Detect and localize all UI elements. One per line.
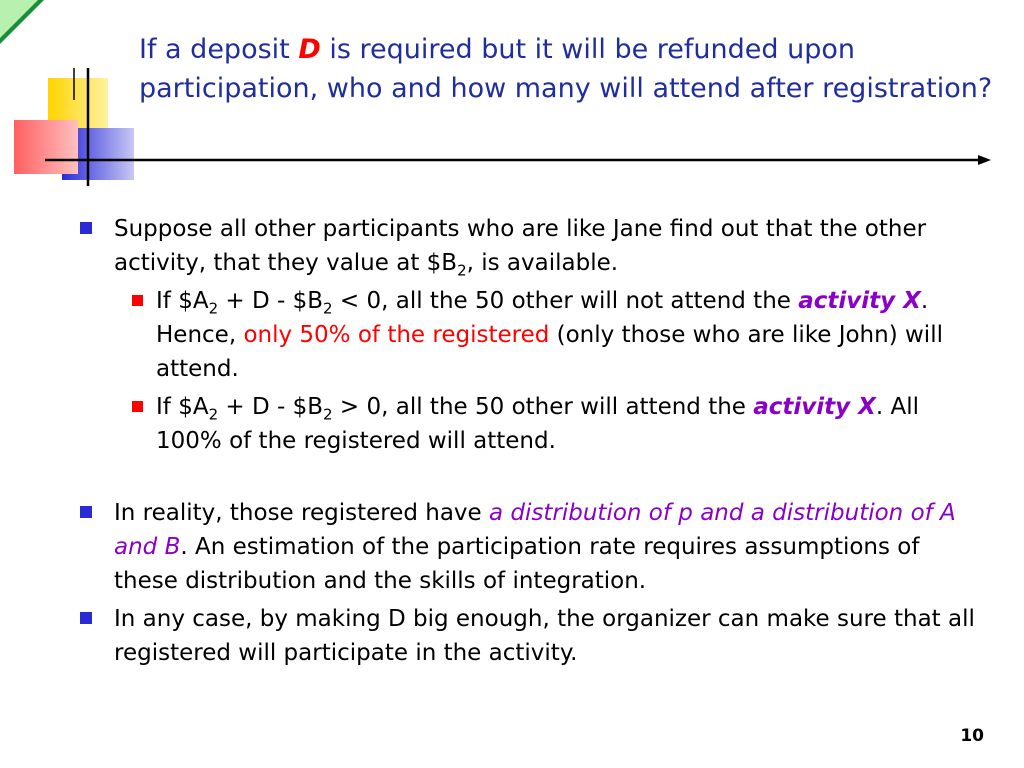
bullet-square-icon: [80, 506, 92, 518]
decorative-squares-logo: [0, 60, 140, 190]
slide-title: If a deposit D is required but it will be refunded upon participation, who and how many will attend after registration?: [139, 34, 993, 104]
bullet-square-icon: [80, 222, 92, 234]
title-variable-d: D: [298, 34, 321, 65]
corner-triangle-decoration: [0, 0, 50, 50]
bullet-square-icon: [80, 612, 92, 624]
sub-bullet-negative: If $\$A_2 + D$ - $\$B_2 < 0$, all the 50 other will not attend the activity X. Hence, only 50% of the registered (only those who are like John) will attend.: [78, 284, 978, 386]
page-number: 10: [960, 726, 984, 746]
red-square-icon: [132, 295, 143, 306]
slide-body: [78, 212, 978, 670]
bullet-reality: In reality, those registered have a distribution of p and a distribution of A and B. An estimation of the participation rate requires assumptions of these distribution and the skills of integration.: [78, 496, 978, 598]
sub-bullet-positive: If $\$A_2 + D$ - $\$B_2 > 0$, all the 50 other will attend the activity X. All 100% of the registered will attend.: [78, 390, 978, 458]
red-square-icon: [132, 401, 143, 412]
bullet-any-case: In any case, by making D big enough, the organizer can make sure that all registered will participate in the activity.: [78, 602, 978, 670]
bullet-jane: Suppose all other participants who are like Jane find out that the other activity, that they value at $\$B_2$, is available.: [78, 212, 978, 280]
title-underline-arrow: [45, 150, 995, 170]
